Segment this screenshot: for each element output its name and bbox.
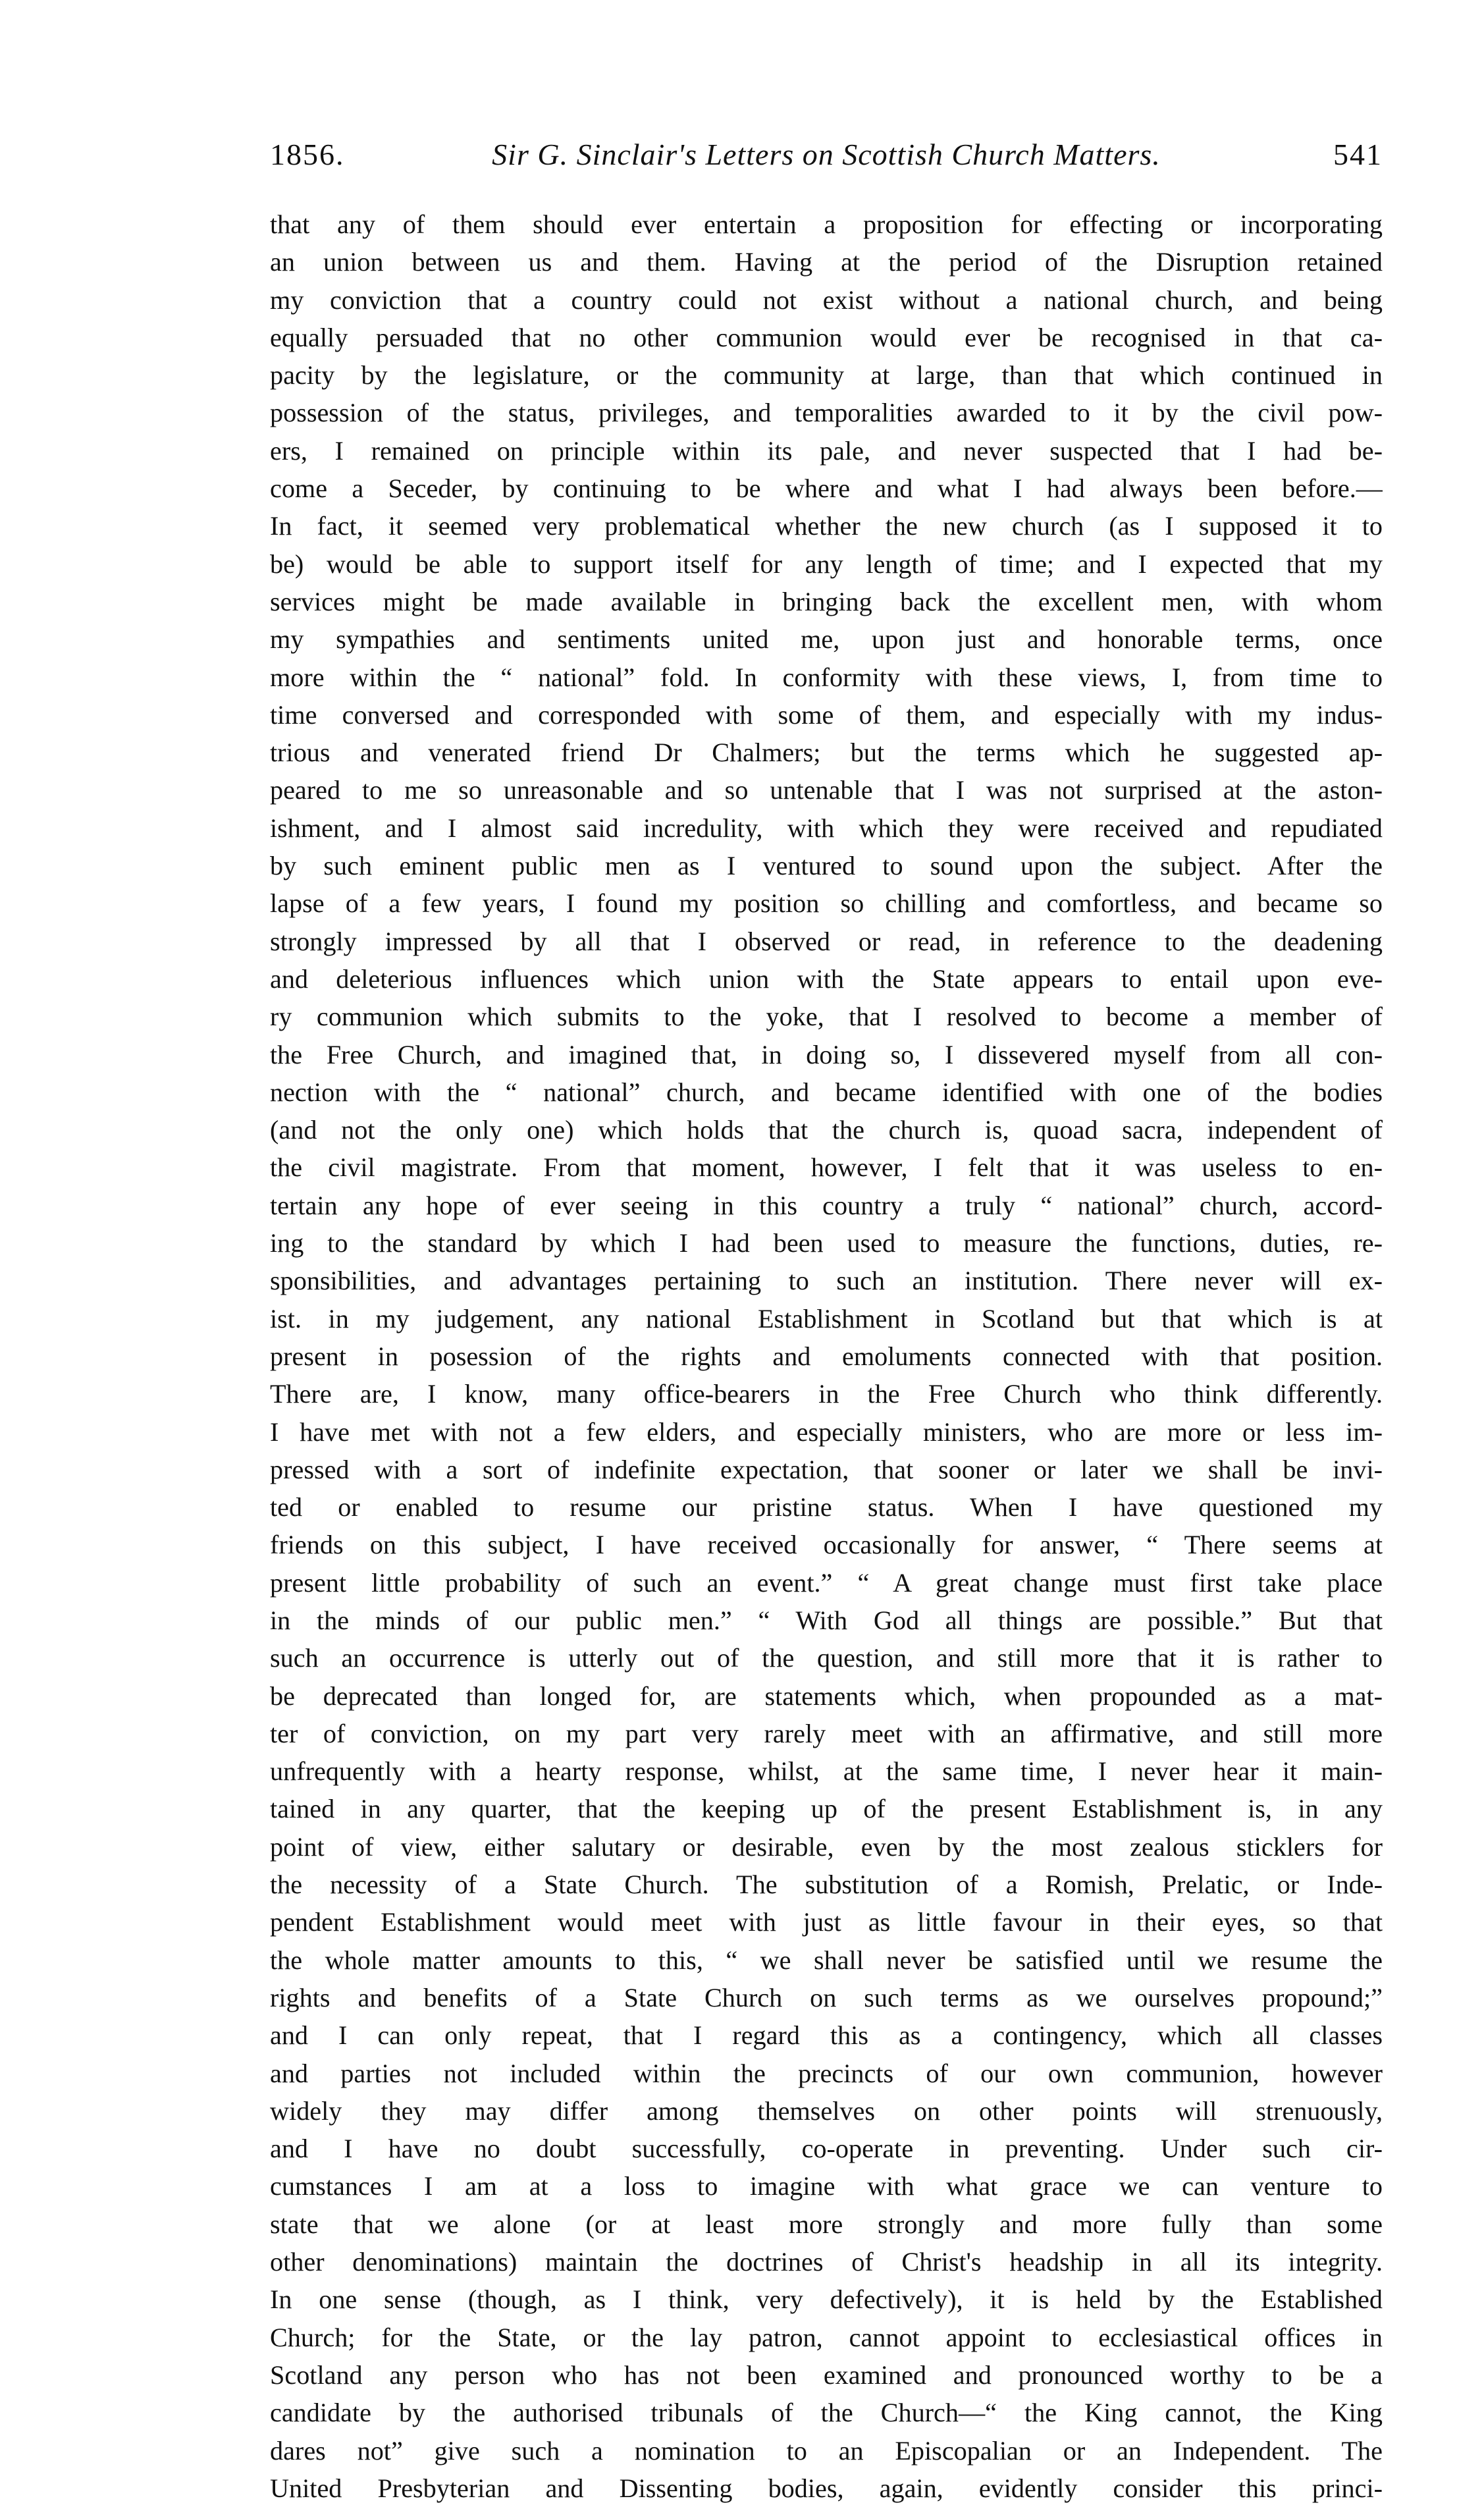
- body-line: be) would be able to support itself for any length of time; and I expected that my: [270, 549, 1383, 579]
- body-line: dares not” give such a nomination to an Episcopalian or an Independent. The: [270, 2435, 1383, 2466]
- body-line: There are, I know, many office-bearers in the Free Church who think differently.: [270, 1379, 1383, 1409]
- body-line: cumstances I am at a loss to imagine with what grace we can venture to: [270, 2171, 1383, 2201]
- running-head-title: Sir G. Sinclair's Letters on Scottish Church Matters.: [492, 138, 1161, 171]
- body-line: nection with the “ national” church, and became identified with one of the bodies: [270, 1077, 1383, 1107]
- body-line: other denominations) maintain the doctrines of Christ's headship in all its integrity.: [270, 2247, 1383, 2277]
- body-line: and I have no doubt successfully, co-operate in preventing. Under such cir-: [270, 2134, 1383, 2164]
- body-line: point of view, either salutary or desirable, even by the most zealous sticklers for: [270, 1831, 1383, 1862]
- body-line: In fact, it seemed very problematical whether the new church (as I supposed it to: [270, 511, 1383, 541]
- body-line: rights and benefits of a State Church on such terms as we ourselves propound;”: [270, 1982, 1383, 2012]
- body-line: and I can only repeat, that I regard this as a contingency, which all classes: [270, 2020, 1383, 2051]
- body-line: unfrequently with a hearty response, whilst, at the same time, I never hear it main-: [270, 1756, 1383, 1787]
- body-line: ishment, and I almost said incredulity, with which they were received and repudiated: [270, 813, 1383, 843]
- body-line: the civil magistrate. From that moment, however, I felt that it was useless to en-: [270, 1152, 1383, 1183]
- body-line: an union between us and them. Having at the period of the Disruption retained: [270, 247, 1383, 277]
- body-text: [270, 205, 1383, 2507]
- body-line: strongly impressed by all that I observed or read, in reference to the deadening: [270, 926, 1383, 956]
- body-line: that any of them should ever entertain a proposition for effecting or incorporating: [270, 209, 1383, 239]
- body-line: time conversed and corresponded with some of them, and especially with my indus-: [270, 699, 1383, 730]
- body-line: ry communion which submits to the yoke, that I resolved to become a member of: [270, 1002, 1383, 1032]
- body-line: and deleterious influences which union with the State appears to entail upon eve-: [270, 963, 1383, 994]
- body-line: Scotland any person who has not been examined and pronounced worthy to be a: [270, 2359, 1383, 2390]
- body-line: possession of the status, privileges, and temporalities awarded to it by the civil pow-: [270, 398, 1383, 428]
- body-line: (and not the only one) which holds that the church is, quoad sacra, independent of: [270, 1115, 1383, 1145]
- body-line: peared to me so unreasonable and so untenable that I was not surprised at the aston-: [270, 775, 1383, 805]
- body-line: by such eminent public men as I ventured to sound upon the subject. After the: [270, 851, 1383, 881]
- body-line: In one sense (though, as I think, very defectively), it is held by the Established: [270, 2284, 1383, 2315]
- body-line: such an occurrence is utterly out of the question, and still more that it is rather to: [270, 1643, 1383, 1673]
- body-line: candidate by the authorised tribunals of the Church—“ the King cannot, the King: [270, 2398, 1383, 2428]
- body-line: my conviction that a country could not exist without a national church, and being: [270, 284, 1383, 315]
- body-line: lapse of a few years, I found my position so chilling and comfortless, and became so: [270, 888, 1383, 919]
- body-line: more within the “ national” fold. In conformity with these views, I, from time to: [270, 662, 1383, 692]
- body-line: tained in any quarter, that the keeping up of the present Establishment is, in any: [270, 1794, 1383, 1824]
- body-line: present little probability of such an event.” “ A great change must first take place: [270, 1567, 1383, 1598]
- body-line: pacity by the legislature, or the community at large, than that which continued in: [270, 360, 1383, 391]
- body-line: ers, I remained on principle within its pale, and never suspected that I had be-: [270, 435, 1383, 466]
- body-line: sponsibilities, and advantages pertaining to such an institution. There never will ex-: [270, 1266, 1383, 1296]
- body-line: ted or enabled to resume our pristine status. When I have questioned my: [270, 1492, 1383, 1523]
- body-line: ing to the standard by which I had been used to measure the functions, duties, re-: [270, 1228, 1383, 1258]
- running-head-year: 1856.: [270, 138, 345, 171]
- body-line: be deprecated than longed for, are statements which, when propounded as a mat-: [270, 1681, 1383, 1711]
- body-line: tertain any hope of ever seeing in this country a truly “ national” church, accord-: [270, 1190, 1383, 1220]
- body-line: and parties not included within the precincts of our own communion, however: [270, 2058, 1383, 2088]
- body-line: present in posession of the rights and emoluments connected with that position.: [270, 1341, 1383, 1371]
- body-line: I have met with not a few elders, and especially ministers, who are more or less im-: [270, 1416, 1383, 1447]
- body-line: ter of conviction, on my part very rarely meet with an affirmative, and still more: [270, 1718, 1383, 1748]
- body-line: pendent Establishment would meet with just as little favour in their eyes, so that: [270, 1907, 1383, 1937]
- body-line: ist. in my judgement, any national Establishment in Scotland but that which is at: [270, 1303, 1383, 1334]
- body-line: equally persuaded that no other communion would ever be recognised in that ca-: [270, 322, 1383, 352]
- body-line: come a Seceder, by continuing to be where and what I had always been before.—: [270, 473, 1383, 504]
- body-line: my sympathies and sentiments united me, upon just and honorable terms, once: [270, 624, 1383, 655]
- body-line: state that we alone (or at least more strongly and more fully than some: [270, 2209, 1383, 2239]
- body-line: services might be made available in bringing back the excellent men, with whom: [270, 586, 1383, 616]
- body-line: trious and venerated friend Dr Chalmers; but the terms which he suggested ap-: [270, 738, 1383, 768]
- body-line: the Free Church, and imagined that, in doing so, I dissevered myself from all con-: [270, 1039, 1383, 1069]
- body-line: Church; for the State, or the lay patron, cannot appoint to ecclesiastical offices in: [270, 2322, 1383, 2352]
- running-head: [270, 137, 1383, 183]
- body-line: pressed with a sort of indefinite expectation, that sooner or later we shall be invi-: [270, 1454, 1383, 1484]
- body-line: in the minds of our public men.” “ With God all things are possible.” But that: [270, 1605, 1383, 1635]
- body-line: the necessity of a State Church. The substitution of a Romish, Prelatic, or Inde-: [270, 1870, 1383, 1900]
- body-line: friends on this subject, I have received occasionally for answer, “ There seems at: [270, 1530, 1383, 1560]
- body-line: United Presbyterian and Dissenting bodies, again, evidently consider this princi-: [270, 2473, 1383, 2503]
- body-line: widely they may differ among themselves on other points will strenuously,: [270, 2095, 1383, 2126]
- page-number: 541: [1333, 138, 1383, 171]
- body-line: the whole matter amounts to this, “ we shall never be satisfied until we resume the: [270, 1945, 1383, 1975]
